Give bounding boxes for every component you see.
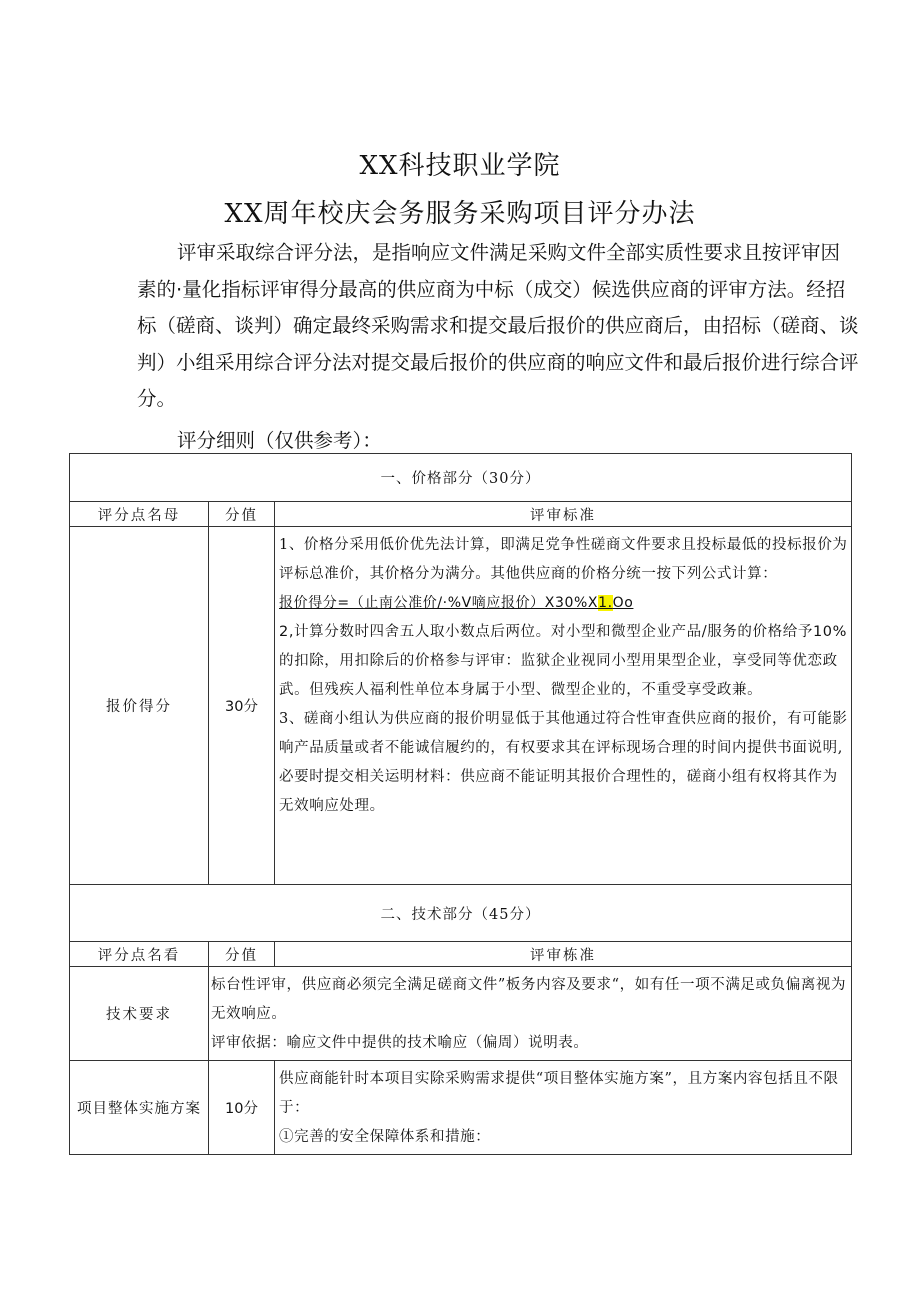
row-criteria xyxy=(275,527,852,885)
intro-paragraph: 评审采取综合评分法，是指响应文件满足采购文件全部实质性要求且按评审因素的·量化指标评审得分最高的供应商为中标（成交）候选供应商的评审方法。经招标（磋商、谈判）确定最终采购需求和提交最后报价的供应商后，由招标（磋商、谈判）小组采用综合评分法对提交最后报价的供应商的响应文件和最后报价进行综合评分。 xyxy=(137,241,859,410)
row-criteria xyxy=(275,1061,852,1155)
formula-tail: Oo xyxy=(612,595,634,611)
header-score: 分值 xyxy=(209,942,275,967)
tech-header-row xyxy=(70,942,852,967)
table-row xyxy=(70,967,852,1061)
item-2-text-b: 的扣除，用扣除后的价格参与评审：监狱企业视同小型用果型企业，享受同等优恋政武。但残疾人福利性单位本身属于小型、微型企业的，不重受享受政兼。 xyxy=(279,653,838,698)
row-name: 报价得分 xyxy=(70,527,209,885)
price-formula xyxy=(279,589,849,618)
header-name: 评分点名母 xyxy=(70,502,209,527)
price-header-row xyxy=(70,502,852,527)
row-score: 10分 xyxy=(209,1061,275,1155)
row-score: 30分 xyxy=(209,527,275,885)
school-title: XX科技职业学院 xyxy=(359,151,561,181)
header-criteria: 评审标准 xyxy=(275,502,852,527)
item-2-text: 计算分数时四舍五人取小数点后两位。对小型和微型企业产品/服务的价格给予 xyxy=(294,624,813,640)
criteria-item-1: 标台性评审，供应商必须完全满足磋商文件”板务内容及要求“，如有任一项不满足或负偏离视为无效响应。 xyxy=(211,977,847,1022)
item-2-percent: 10% xyxy=(812,624,847,640)
criteria-item-1: 供应商能针时本项目实除采购需求提供“项目整体实施方案”，且方案内容包括且不限于： xyxy=(279,1071,839,1116)
scoring-table xyxy=(69,453,852,1155)
table-row xyxy=(70,1061,852,1155)
highlighted-value: 1. xyxy=(598,595,613,611)
criteria-item-2: 评审依据：喻应文件中提供的技术喻应（偏周）说明表。 xyxy=(211,1035,589,1051)
item-2-number: 2, xyxy=(279,624,295,640)
price-section-title: 一、价格部分（30分） xyxy=(70,454,852,502)
criteria-item-1: 1、价格分采用低价优先法计算，即满足党争性磋商文件要求且投标最低的投标报价为评标总准价，其价格分为满分。其他供应商的价格分统一按下列公式计算： xyxy=(279,537,848,582)
criteria-item-3: 3、磋商小组认为供应商的报价明显低于其他通过符合性审査供应商的报价，有可能影响产品质量或者不能诚信履约的，有权要求其在评标现场合理的时间内提供书面说明,必要时提交相关运明材料：供应商不能证明其报价合理性的，磋商小组有权将其作为无效响应处理。 xyxy=(279,711,848,814)
row-name: 技术要求 xyxy=(70,967,209,1061)
header-name: 评分点名看 xyxy=(70,942,209,967)
tech-section-title: 二、技术部分（45分） xyxy=(70,885,852,942)
header-score: 分值 xyxy=(209,502,275,527)
row-name: 项目整体实施方案 xyxy=(70,1061,209,1155)
document-title: XX周年校庆会务服务采购项目评分办法 xyxy=(224,199,696,229)
table-row xyxy=(70,527,852,885)
header-criteria: 评审栋准 xyxy=(275,942,852,967)
criteria-item-2: ①完善的安全保障体系和措施： xyxy=(279,1129,491,1145)
scoring-subheading: 评分细则（仅供参考）： xyxy=(177,429,382,452)
criteria-item-2 xyxy=(279,618,849,705)
formula-text: 报价得分=（止南公准价/·%V嘀应报价）X30%X xyxy=(279,595,599,611)
row-criteria xyxy=(209,967,852,1061)
